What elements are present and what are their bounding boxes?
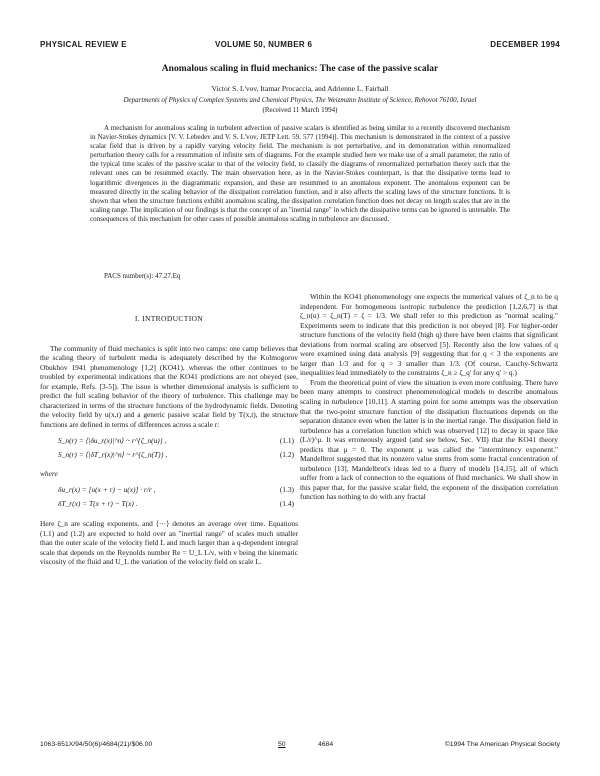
- article-code: 1063-651X/94/50(6)/4684(21)/$06.00: [40, 741, 153, 748]
- equation-text: S_n(r) = ⟨|δT_r(x)|^n⟩ ~ r^{ζ_n(T)} ,: [58, 450, 168, 460]
- right-column: [300, 292, 558, 502]
- volume-number: VOLUME 50, NUMBER 6: [215, 40, 313, 49]
- section-heading: I. INTRODUCTION: [134, 314, 204, 323]
- page-number: 4684: [318, 741, 334, 748]
- equation-1-3: [40, 485, 298, 498]
- equation-text: S_n(r) = ⟨|δu_r(x)|^n⟩ ~ r^{ζ_n(u)} ,: [58, 436, 167, 446]
- copyright: ©1994 The American Physical Society: [444, 741, 560, 748]
- received-date: (Received 11 March 1994): [262, 106, 338, 114]
- equation-text: δu_r(x) = [u(x + r) − u(x)] · r/r ,: [58, 485, 156, 495]
- footer-volume: 50: [278, 741, 286, 748]
- pacs-numbers: PACS number(s): 47.27.Eq: [104, 272, 181, 280]
- equation-number: (1.3): [279, 485, 294, 495]
- equation-1-2: [40, 450, 298, 463]
- intro-paragraph-2: Here ζ_n are scaling exponents, and ⟨···⟩ denotes an average over time. Equations (1.1) and (1.2) are expected to hold over an "inertial range" of scales much smaller than the outer scale of the velocity field L and much larger than a q-dependent integral scale that depends on the Reynolds number Re = U_L L/ν, with ν being the kinematic viscosity of the fluid and U_L the variation of the velocity field on scale L.: [40, 519, 298, 567]
- abstract: A mechanism for anomalous scaling in turbulent advection of passive scalars is identified as being similar to a recently discovered mechanism in Navier-Stokes dynamics [V. V. Lebedev and V. S. L'vov, JETP Lett. 59, 577 (1994)]. This mechanism is demonstrated in the context of a passive scalar field that is driven by a rapidly varying velocity field. The mechanism is not perturbative, and its demonstration within renormalized perturbation theory calls for a resummation of infinite sets of diagrams. For the example studied here we make use of a small parameter, the ratio of the typical time scales of the passive scalar to that of the velocity field, to classify the diagrams of renormalized perturbation theory such that the relevant ones can be resummed exactly. The main observation here, as in the Navier-Stokes counterpart, is that the dissipative terms lead to logarithmic divergences in the diagrammatic expansion, and these are resummed to an anomalous exponent. The anomalous exponent can be measured directly in the scaling behavior of the dissipation correlation function, and it also affects the scaling laws of the structure functions. It is shown that when the structure functions exhibit anomalous scaling, the dissipation correlation function does not decay on length scales that are in the scaling range. The implication of our findings is that the concept of an "inertial range" in which the dissipative terms can be ignored is untenable. The consequences of this mechanism for other cases of possible anomalous scaling in turbulence are discussed.: [90, 124, 510, 223]
- intro-paragraph-4: From the theoretical point of view the situation is even more confusing. There have been many attempts to construct phenomenological models to describe anomalous scaling in turbulence [10,11]. A starting point for some attempts was the observation that the two-point structure function of the dissipation fluctuations depends on the separation distance even when the latter is in the inertial range. The dissipation field in turbulence has a correlation function which was observed [12] to decay in space like (L/r)^μ. It was erroneously argued (and see below, Sec. VII) that the KO41 theory predicts that μ = 0. The exponent μ was called the "intermittency exponent." Mandelbrot suggested that its nonzero value stems from some fractal concentration of turbulence [13]. Mandelbrot's ideas led to a flurry of models [14,15], all of which suffer from a lack of connection to the equations of fluid mechanics. We shall show in this paper that, for the passive scalar field, the exponent of the dissipation correlation function has nothing to do with any fractal: [300, 377, 558, 502]
- intro-paragraph-1: The community of fluid mechanics is split into two camps: one camp believes that the scaling theory of turbulent media is adequately described by the Kolmogorov Obukhov 1941 phenomenology [1,2] (KO41), whereas the other continues to be troubled by experimental indications that the KO41 predictions are not obeyed (see, for example, Refs. [3-5]). The issue is whether dimensional analysis is sufficient to predict the full scaling behavior of the theory of turbulence. This challenge may be characterized in terms of the structure functions of the hydrodynamic fields. Denoting the velocity field by u(x,t) and a generic passive scalar field by T(x,t), the structure functions are defined in terms of differences across a scale r:: [40, 343, 298, 429]
- author-list: Victor S. L'vov, Itamar Procaccia, and Adrienne L. Fairhall: [211, 84, 389, 93]
- paper-title: Anomalous scaling in fluid mechanics: The case of the passive scalar: [161, 64, 439, 74]
- journal-name: PHYSICAL REVIEW E: [40, 40, 127, 49]
- equation-text: δT_r(x) = T(x + r) − T(x) .: [58, 499, 138, 509]
- equation-1-1: [40, 436, 298, 449]
- equation-number: (1.2): [279, 450, 294, 460]
- equation-number: (1.1): [279, 436, 294, 446]
- intro-paragraph-3: Within the KO41 phenomenology one expects the numerical values of ζ_n to be q independent. For homogeneous isotropic turbulence the prediction [1,2,6,7] is that ζ_n(u) = ζ_n(T) = ζ = 1/3. We shall refer to this prediction as "normal scaling." Experiments seem to indicate that this prediction is not obeyed [8]. For higher-order structure functions of the velocity field (high q) there have been claims that significant deviations from normal scaling are observed [5]. Recently also the low values of q were examined using data analysis [9] suggesting that for q < 3 the exponents are larger than 1/3 and for q > 3 smaller than 1/3. (Of course, Cauchy-Schwartz inequalities lead immediately to the constraints ζ_n ≥ ζ_q' for any q' > q.): [300, 292, 558, 378]
- equation-number: (1.4): [279, 499, 294, 509]
- affiliation: Departments of Physics of Complex Systems and Chemical Physics, The Weizmann Institute of Science, Rehovot 76100, Israel: [123, 96, 477, 104]
- equation-1-4: [40, 499, 298, 512]
- where-label: where: [40, 469, 58, 479]
- left-column: [40, 292, 298, 567]
- issue-date: DECEMBER 1994: [490, 40, 560, 49]
